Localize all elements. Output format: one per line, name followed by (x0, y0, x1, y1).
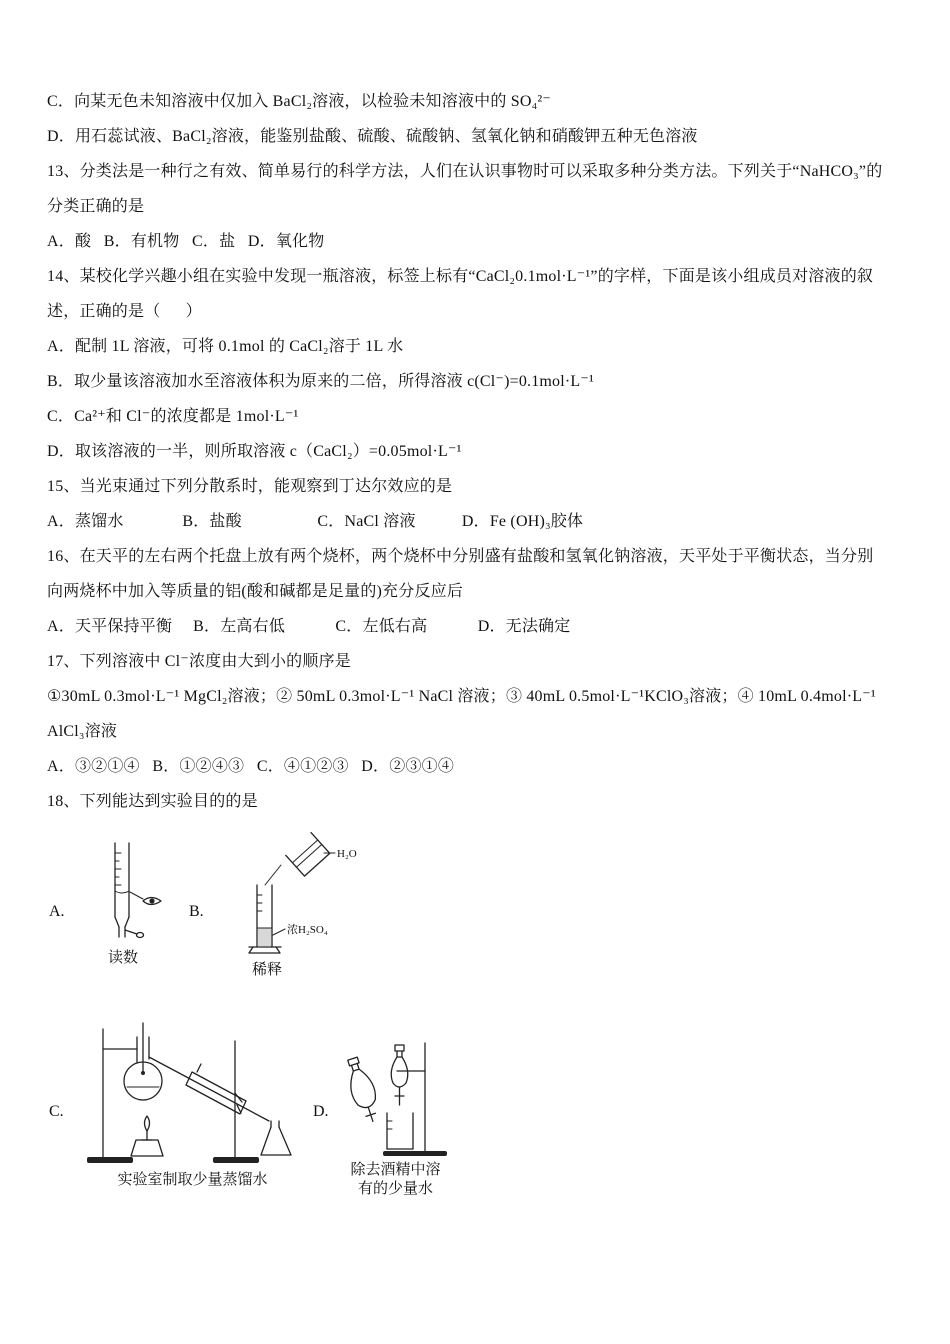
text-line: 述，正确的是（ ） (47, 303, 202, 320)
text-line: B．取少量该溶液加水至溶液体积为原来的二倍，所得溶液 c(Cl⁻)=0.1mol·L⁻¹ (47, 373, 595, 390)
text-line: 向两烧杯中加入等质量的铝(酸和碱都是足量的)充分反应后 (47, 583, 464, 600)
question-text-block (47, 84, 906, 1344)
option-a-label: A. (49, 903, 65, 920)
text-line: 14、某校化学兴趣小组在实验中发现一瓶溶液，标签上标有“CaCl₂0.1mol·L⁻¹”的字样，下面是该小组成员对溶液的叙 (47, 268, 874, 285)
h2so4-label: 浓H₂SO₄ (287, 924, 328, 936)
eye-icon (130, 892, 161, 905)
text-line: D．用石蕊试液、BaCl₂溶液，能鉴别盐酸、硫酸、硫酸钠、氢氧化钠和硝酸钾五种无色溶液 (47, 128, 698, 145)
apparatus-diagram-c (85, 1021, 300, 1169)
text-line: 13、分类法是一种行之有效、简单易行的科学方法，人们在认识事物时可以采取多种分类方法。下列关于“NaHCO₃”的 (47, 163, 883, 180)
text-line: A．天平保持平衡 B．左高右低 C．左低右高 D．无法确定 (47, 618, 571, 635)
pouring-beaker (286, 833, 330, 877)
handheld-funnel (342, 1055, 384, 1125)
text-line: 16、在天平的左右两个托盘上放有两个烧杯，两个烧杯中分别盛有盐酸和氢氧化钠溶液，天平处于平衡状态，当分别 (47, 548, 874, 565)
option-c-label: C. (49, 1103, 64, 1120)
option-b-label: B. (189, 903, 204, 920)
text-line: AlCl₃溶液 (47, 723, 118, 740)
text-line: C．Ca²⁺和 Cl⁻的浓度都是 1mol·L⁻¹ (47, 408, 299, 425)
fig-d-caption-line1: 除去酒精中溶 (350, 1162, 441, 1178)
h2o-label: H₂O (337, 848, 357, 860)
text-line: 分类正确的是 (47, 198, 145, 215)
text-line: 18、下列能达到实验目的的是 (47, 793, 258, 810)
option-d-label: D. (313, 1103, 329, 1120)
apparatus-diagram-b (225, 827, 357, 959)
fig-d-caption-line2: 有的少量水 (357, 1181, 433, 1197)
text-line: ①30mL 0.3mol·L⁻¹ MgCl₂溶液；② 50mL 0.3mol·L⁻¹ NaCl 溶液；③ 40mL 0.5mol·L⁻¹KClO₃溶液；④ 10mL 0.4mol·L⁻¹ (47, 688, 876, 705)
apparatus-diagram-a (83, 839, 173, 947)
fig-b-dilution (225, 827, 357, 980)
text-line: A．蒸馏水 B．盐酸 C．NaCl 溶液 D．Fe (OH)₃胶体 (47, 513, 584, 530)
fig-d-separating-funnel (333, 1031, 458, 1199)
fig-b-caption: 稀释 (251, 962, 282, 978)
fig-c-distillation (85, 1021, 300, 1190)
text-line: A．③②①④ B．①②④③ C．④①②③ D．②③①④ (47, 758, 455, 775)
text-line: C．向某无色未知溶液中仅加入 BaCl₂溶液，以检验未知溶液中的 SO₄²⁻ (47, 93, 552, 110)
fig-d-caption (333, 1161, 458, 1199)
fig-c-caption: 实验室制取少量蒸馏水 (117, 1172, 268, 1188)
question-18-figures (47, 825, 906, 1344)
text-line: A．配制 1L 溶液，可将 0.1mol 的 CaCl₂溶于 1L 水 (47, 338, 404, 355)
fig-a-burette-reading (83, 839, 173, 968)
text-line: D．取该溶液的一半，则所取溶液 c（CaCl₂）=0.05mol·L⁻¹ (47, 443, 462, 460)
fig-a-caption: 读数 (107, 950, 138, 966)
text-line: 17、下列溶液中 Cl⁻浓度由大到小的顺序是 (47, 653, 351, 670)
apparatus-diagram-d (333, 1031, 458, 1159)
text-line: 15、当光束通过下列分散系时，能观察到丁达尔效应的是 (47, 478, 453, 495)
text-line: A．酸 B．有机物 C．盐 D．氧化物 (47, 233, 325, 250)
